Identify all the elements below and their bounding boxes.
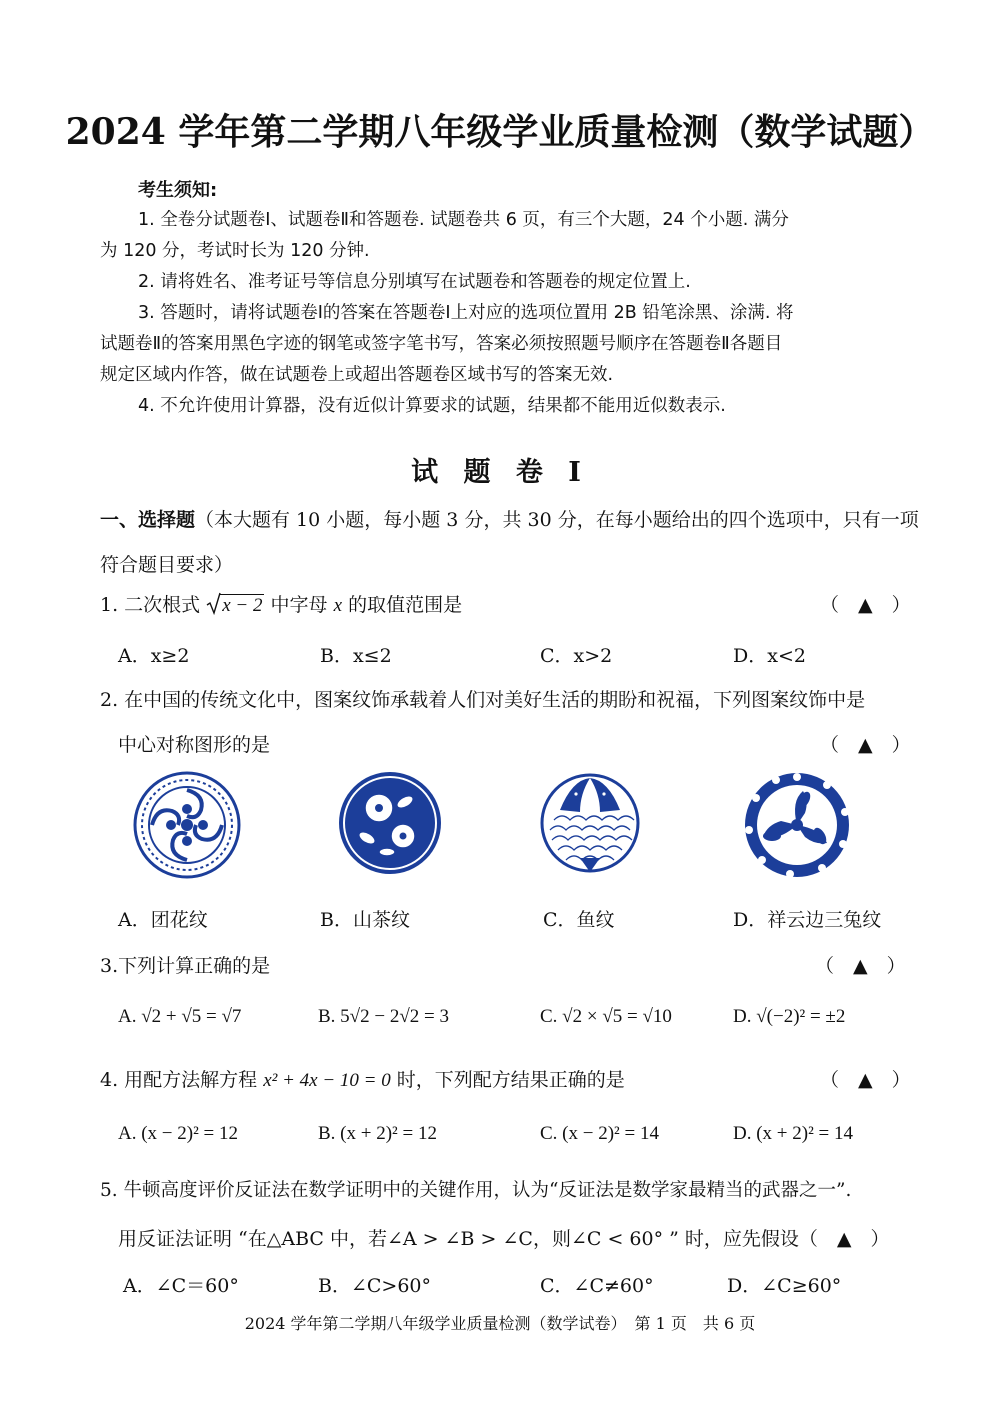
page-footer: 2024 学年第二学期八年级学业质量检测（数学试卷） 第 1 页 共 6 页 <box>244 1314 756 1333</box>
option-a: A．x≥2 <box>118 645 190 667</box>
part1-label: 一、选择题 <box>100 509 196 531</box>
option-c: C. √2 × √5 = √10 <box>540 1006 672 1027</box>
option-a: A. (x − 2)² = 12 <box>118 1123 239 1144</box>
question-1-stem <box>100 590 462 617</box>
notice-line: 为 120 分，考试时长为 120 分钟. <box>100 241 370 261</box>
option-a: A．∠C＝60° <box>123 1275 239 1297</box>
option-c: C. (x − 2)² = 14 <box>540 1123 659 1144</box>
radical-expression <box>206 594 264 617</box>
option-c: C．x>2 <box>540 645 613 667</box>
question-4-stem <box>100 1065 625 1092</box>
answer-mark: （ ▲ ） <box>820 734 911 756</box>
option-d: D．∠C≥60° <box>727 1275 842 1297</box>
q1-stem-start: 1. 二次根式 <box>100 594 201 616</box>
option-b: B. (x + 2)² = 12 <box>318 1123 437 1144</box>
question-5-stem-cont: 用反证法证明 “在△ABC 中，若∠A > ∠B > ∠C，则∠C < 60° ” 时，应先假设（ ▲ ） <box>118 1228 890 1250</box>
option-b: B．x≤2 <box>320 645 392 667</box>
option-d: D. √(−2)² = ±2 <box>733 1006 846 1027</box>
option-c: C．∠C≠60° <box>540 1275 654 1297</box>
question-2-stem-cont: 中心对称图形的是 <box>118 734 271 756</box>
part1-header <box>100 505 919 532</box>
part1-desc-cont: 符合题目要求） <box>100 554 234 576</box>
q4-stem-end: 时，下列配方结果正确的是 <box>396 1069 625 1091</box>
question-2-stem: 2. 在中国的传统文化中，图案纹饰承载着人们对美好生活的期盼和祝福，下列图案纹饰中是 <box>100 689 866 711</box>
option-b: B．山茶纹 <box>320 909 410 931</box>
pattern-camellia-image <box>337 770 443 876</box>
pattern-tuanhua-image <box>132 770 242 880</box>
notice-heading: 考生须知: <box>138 180 218 201</box>
answer-mark: （ ▲ ） <box>820 1069 911 1091</box>
q4-stem-start: 4. 用配方法解方程 <box>100 1069 258 1091</box>
option-d: D．x<2 <box>733 645 806 667</box>
radical-sign-icon <box>206 592 222 616</box>
option-d: D．祥云边三兔纹 <box>733 909 882 931</box>
question-5-stem: 5. 牛顿高度评价反证法在数学证明中的关键作用，认为“反证法是数学家最精当的武器之一”. <box>100 1180 852 1201</box>
pattern-fish-image <box>540 770 640 876</box>
notice-line: 4. 不允许使用计算器，没有近似计算要求的试题，结果都不能用近似数表示. <box>138 396 726 416</box>
pattern-three-rabbits-image <box>742 770 852 880</box>
page-title: 2024 学年第二学期八年级学业质量检测（数学试题） <box>65 111 935 153</box>
answer-mark: （ ▲ ） <box>820 594 911 616</box>
notice-line: 2. 请将姓名、准考证号等信息分别填写在试题卷和答题卷的规定位置上. <box>138 272 691 292</box>
part1-desc: （本大题有 10 小题，每小题 3 分，共 30 分，在每小题给出的四个选项中，只有一项 <box>195 509 919 531</box>
q4-equation: x² + 4x − 10 = 0 <box>263 1070 391 1091</box>
notice-line: 1. 全卷分试题卷Ⅰ、试题卷Ⅱ和答题卷. 试题卷共 6 页，有三个大题，24 个小题. 满分 <box>138 210 789 230</box>
notice-line: 规定区域内作答，做在试题卷上或超出答题卷区域书写的答案无效. <box>100 365 614 385</box>
option-a: A．团花纹 <box>118 909 208 931</box>
option-d: D. (x + 2)² = 14 <box>733 1123 854 1144</box>
q1-stem-mid: 中字母 <box>270 594 328 616</box>
section-title: 试 题 卷 Ⅰ <box>411 457 589 488</box>
question-3-stem: 3.下列计算正确的是 <box>100 955 271 977</box>
answer-mark: （ ▲ ） <box>815 955 906 977</box>
option-c: C．鱼纹 <box>543 909 615 931</box>
option-b: B. 5√2 − 2√2 = 3 <box>318 1006 449 1027</box>
notice-line: 试题卷Ⅱ的答案用黑色字迹的钢笔或签字笔书写，答案必须按照题号顺序在答题卷Ⅱ各题目 <box>100 334 783 354</box>
radicand: x − 2 <box>222 595 263 616</box>
option-b: B．∠C>60° <box>318 1275 432 1297</box>
q1-variable: x <box>333 595 343 616</box>
q1-stem-end: 的取值范围是 <box>348 594 463 616</box>
option-a: A. √2 + √5 = √7 <box>118 1006 242 1027</box>
notice-line: 3. 答题时，请将试题卷Ⅰ的答案在答题卷Ⅰ上对应的选项位置用 2B 铅笔涂黑、涂满. 将 <box>138 303 794 323</box>
